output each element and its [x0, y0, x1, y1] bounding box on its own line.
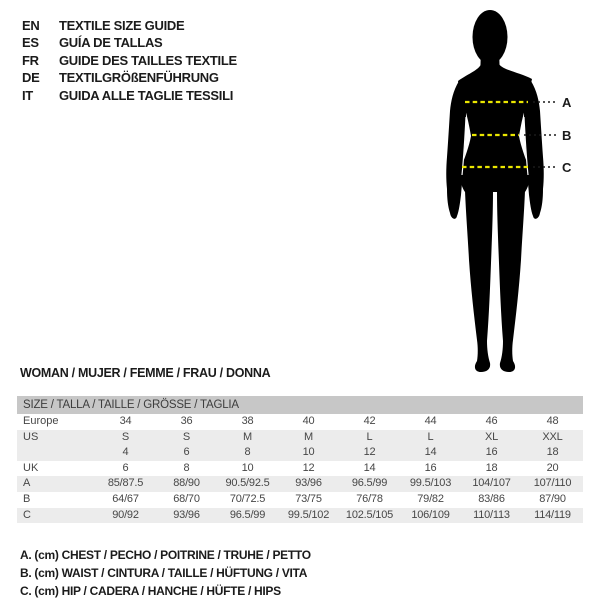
size-cell: 20	[546, 461, 559, 474]
table-row-us-numeric	[17, 445, 583, 461]
measurement-legend	[20, 546, 311, 600]
size-cell: 10	[241, 461, 254, 474]
silhouette-torso	[458, 62, 532, 192]
size-cell: 93/96	[173, 508, 200, 521]
woman-silhouette	[435, 5, 600, 380]
size-cell: 6	[183, 446, 190, 459]
language-code: FR	[22, 52, 39, 68]
language-row-en	[22, 17, 237, 34]
language-row-de	[22, 69, 237, 86]
size-cell: M	[304, 430, 313, 443]
silhouette-body	[446, 10, 544, 372]
size-cell: 4	[122, 446, 129, 459]
size-cell: L	[427, 430, 434, 443]
measure-label-c: C	[562, 160, 572, 175]
size-cell: 90/92	[112, 508, 139, 521]
size-cell: 87/90	[539, 492, 566, 505]
silhouette-left-leg	[465, 191, 493, 372]
size-cell: 38	[241, 415, 254, 427]
row-label: A	[23, 477, 31, 490]
size-cell: 107/110	[533, 477, 572, 490]
language-row-es	[22, 34, 237, 51]
row-label: C	[23, 508, 31, 521]
size-cell: 18	[485, 461, 498, 474]
section-title: WOMAN / MUJER / FEMME / FRAU / DONNA	[20, 366, 271, 380]
size-cell: 18	[546, 446, 559, 459]
size-cell: 102.5/105	[345, 508, 394, 521]
size-cell: 8	[183, 461, 190, 474]
size-cell: 36	[180, 415, 193, 427]
table-row-chest	[17, 476, 583, 492]
language-code: ES	[22, 35, 39, 51]
row-label	[17, 445, 95, 461]
table-row-hip	[17, 508, 583, 524]
table-row-europe	[17, 414, 583, 430]
size-cell: 46	[485, 415, 498, 427]
size-cell: 64/67	[112, 492, 139, 505]
size-cell: S	[182, 430, 191, 443]
size-cell: 76/78	[356, 492, 383, 505]
size-cell: 70/72.5	[229, 492, 266, 505]
size-cell: 114/119	[534, 508, 571, 521]
size-cell: 79/82	[417, 492, 444, 505]
size-cell: XL	[484, 430, 499, 443]
size-cell: 12	[302, 461, 315, 474]
size-cell: L	[366, 430, 373, 443]
language-title: TEXTILGRÖßENFÜHRUNG	[59, 70, 219, 86]
size-cell: 14	[363, 461, 376, 474]
measure-label-b: B	[562, 128, 572, 143]
language-title: GUIDE DES TAILLES TEXTILE	[59, 52, 237, 68]
size-cell: 106/109	[411, 508, 450, 521]
silhouette-right-leg	[497, 191, 525, 372]
language-code: IT	[22, 87, 33, 103]
size-cell: 110/113	[473, 508, 510, 521]
size-table-header: SIZE / TALLA / TAILLE / GRÖSSE / TAGLIA	[17, 396, 583, 414]
row-label: B	[23, 492, 31, 505]
size-cell: 34	[119, 415, 132, 427]
table-row-uk	[17, 461, 583, 477]
size-cell: 73/75	[295, 492, 322, 505]
size-cell: 99.5/103	[409, 477, 452, 490]
size-cell: 10	[302, 446, 315, 459]
size-cell: 99.5/102	[287, 508, 330, 521]
size-cell: XXL	[542, 430, 563, 443]
size-cell: 8	[244, 446, 251, 459]
size-cell: S	[121, 430, 130, 443]
size-cell: 68/70	[173, 492, 200, 505]
size-cell: 96.5/99	[351, 477, 388, 490]
table-row-waist	[17, 492, 583, 508]
size-cell: 14	[424, 446, 437, 459]
size-cell: M	[243, 430, 252, 443]
row-label: UK	[23, 461, 39, 474]
size-cell: 104/107	[472, 477, 511, 490]
row-label: US	[23, 430, 39, 443]
size-cell: 12	[363, 446, 376, 459]
size-cell: 96.5/99	[229, 508, 266, 521]
size-table	[17, 396, 583, 523]
legend-line-chest: A. (cm) CHEST / PECHO / POITRINE / TRUHE / PETTO	[20, 548, 311, 562]
legend-line-waist: B. (cm) WAIST / CINTURA / TAILLE / HÜFTUNG / VITA	[20, 566, 308, 580]
language-title: GUÍA DE TALLAS	[59, 35, 163, 51]
size-cell: 42	[363, 415, 376, 427]
size-cell: 88/90	[173, 477, 200, 490]
size-cell: 6	[122, 461, 129, 474]
language-list	[22, 17, 237, 104]
measure-label-a: A	[562, 95, 572, 110]
size-cell: 44	[424, 415, 437, 427]
size-cell: 85/87.5	[107, 477, 144, 490]
language-title: TEXTILE SIZE GUIDE	[59, 18, 185, 33]
size-cell: 48	[546, 415, 559, 427]
size-cell: 83/86	[478, 492, 505, 505]
legend-line-hip: C. (cm) HIP / CADERA / HANCHE / HÜFTE / HIPS	[20, 584, 281, 598]
size-cell: 16	[485, 446, 498, 459]
table-row-us	[17, 430, 583, 446]
language-title: GUIDA ALLE TAGLIE TESSILI	[59, 87, 234, 103]
size-cell: 90.5/92.5	[225, 477, 270, 490]
size-cell: 16	[424, 461, 437, 474]
language-row-it	[22, 87, 237, 104]
language-code: DE	[22, 70, 40, 86]
size-cell: 40	[302, 415, 315, 427]
size-cell: 93/96	[295, 477, 322, 490]
language-code: EN	[22, 18, 40, 33]
language-row-fr	[22, 52, 237, 69]
row-label: Europe	[23, 415, 59, 427]
silhouette-left-arm	[446, 81, 466, 219]
